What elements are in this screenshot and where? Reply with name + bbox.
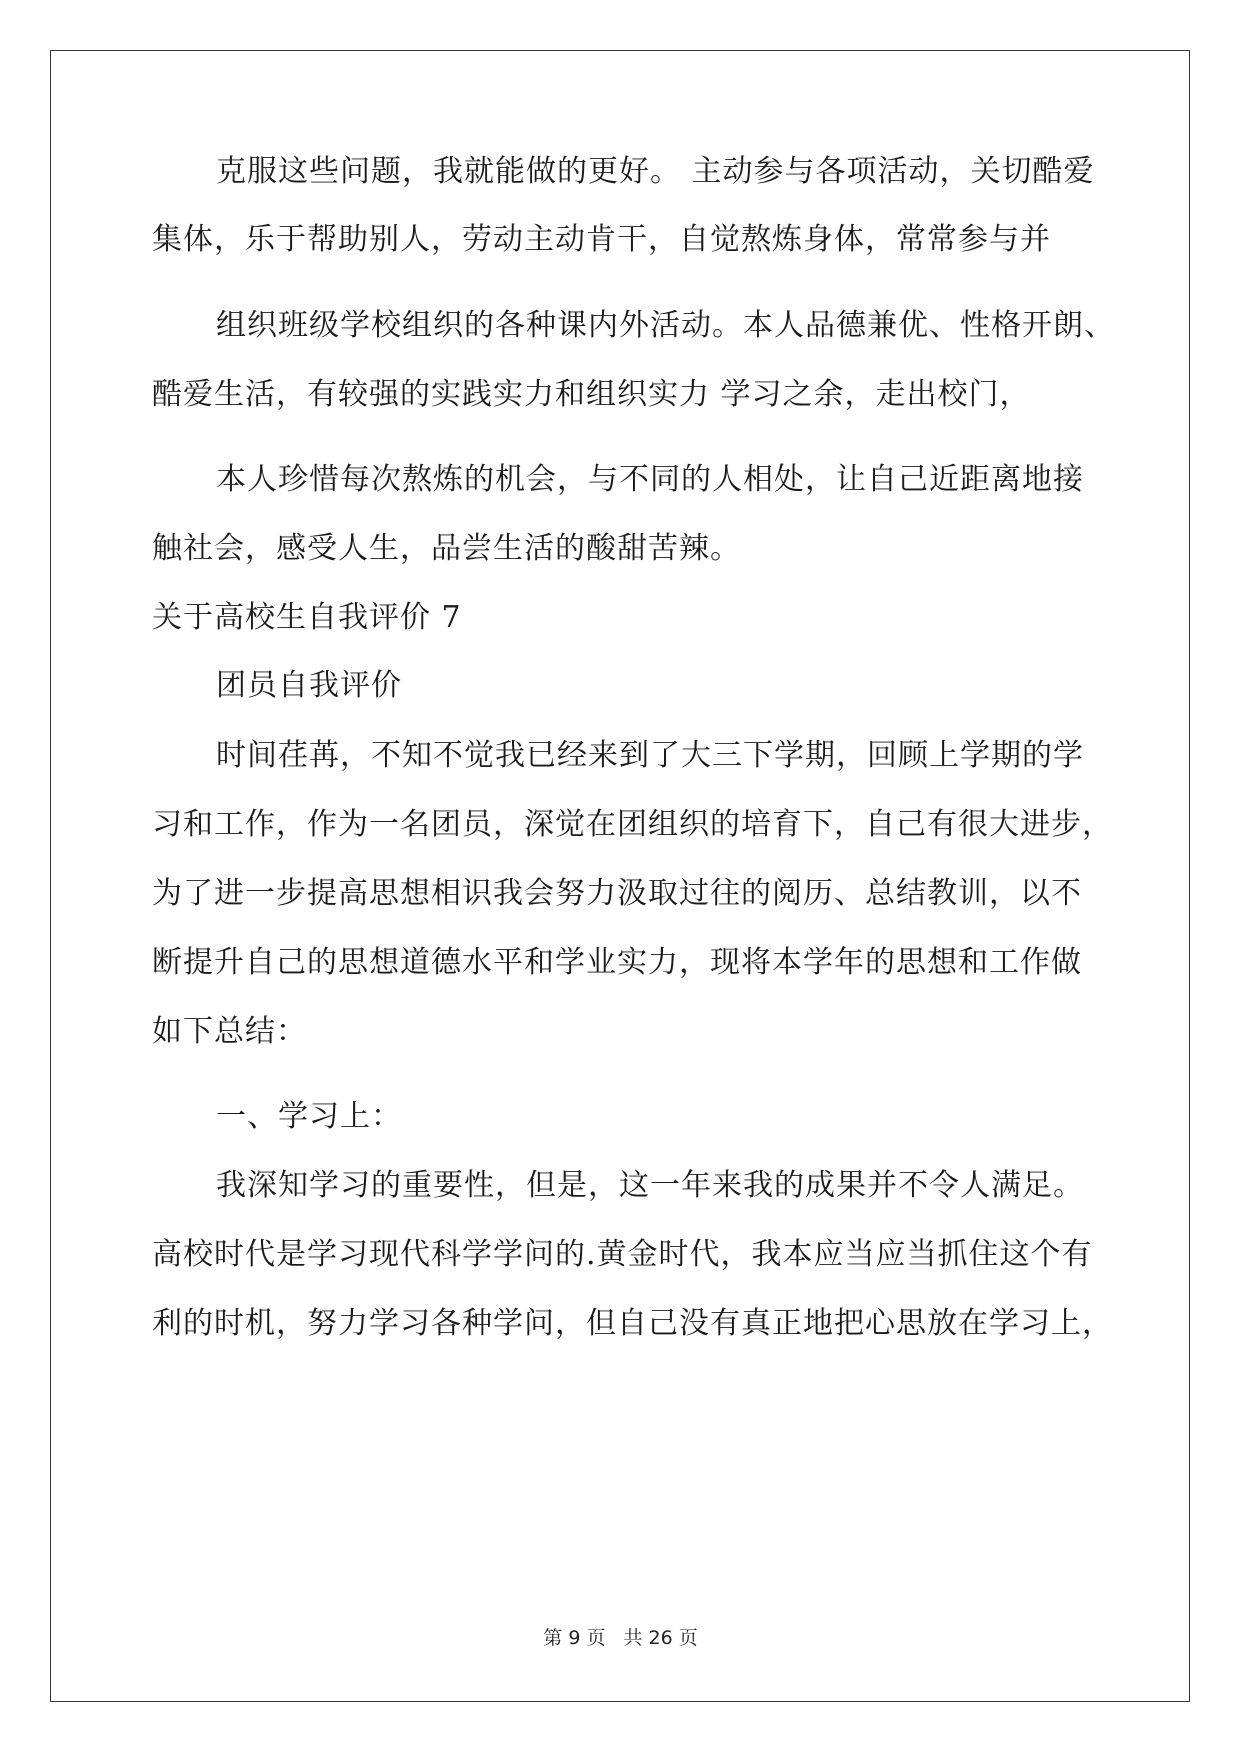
text-line-3: 组织班级学校组织的各种课内外活动。本人品德兼优、性格开朗、 (216, 308, 1115, 343)
text-line-10: 习和工作，作为一名团员，深觉在团组织的培育下，自己有很大进步， (152, 807, 1113, 842)
text-line-9: 时间荏苒，不知不觉我已经来到了大三下学期，回顾上学期的学 (216, 738, 1084, 773)
text-line-11: 为了进一步提高思想相识我会努力汲取过往的阅历、总结教训，以不 (152, 876, 1082, 911)
text-line-15: 我深知学习的重要性，但是，这一年来我的成果并不令人满足。 (216, 1168, 1084, 1203)
text-line-2: 集体，乐于帮助别人，劳动主动肯干，自觉熬炼身体，常常参与并 (152, 222, 1051, 257)
subheading: 团员自我评价 (216, 668, 402, 703)
text-line-4: 酷爱生活，有较强的实践实力和组织实力 学习之余，走出校门， (152, 377, 1031, 412)
text-line-5: 本人珍惜每次熬炼的机会，与不同的人相处，让自己近距离地接 (216, 462, 1084, 497)
list-heading: 一、学习上： (216, 1099, 402, 1134)
text-line-6: 触社会，感受人生，品尝生活的酸甜苦辣。 (152, 531, 741, 566)
text-line-1: 克服这些问题，我就能做的更好。 主动参与各项活动，关切酷爱 (216, 154, 1095, 189)
text-line-13: 如下总结： (152, 1014, 307, 1049)
text-line-16: 高校时代是学习现代科学学问的.黄金时代，我本应当应当抓住这个有 (152, 1237, 1093, 1272)
page-footer (0, 1626, 1241, 1650)
section-heading: 关于高校生自我评价 7 (152, 600, 462, 635)
text-line-12: 断提升自己的思想道德水平和学业实力，现将本学年的思想和工作做 (152, 945, 1082, 980)
text-line-17: 利的时机，努力学习各种学问，但自己没有真正地把心思放在学习上， (152, 1306, 1113, 1341)
page-number: 第 9 页 (543, 1627, 606, 1649)
page-total: 共 26 页 (623, 1627, 698, 1649)
